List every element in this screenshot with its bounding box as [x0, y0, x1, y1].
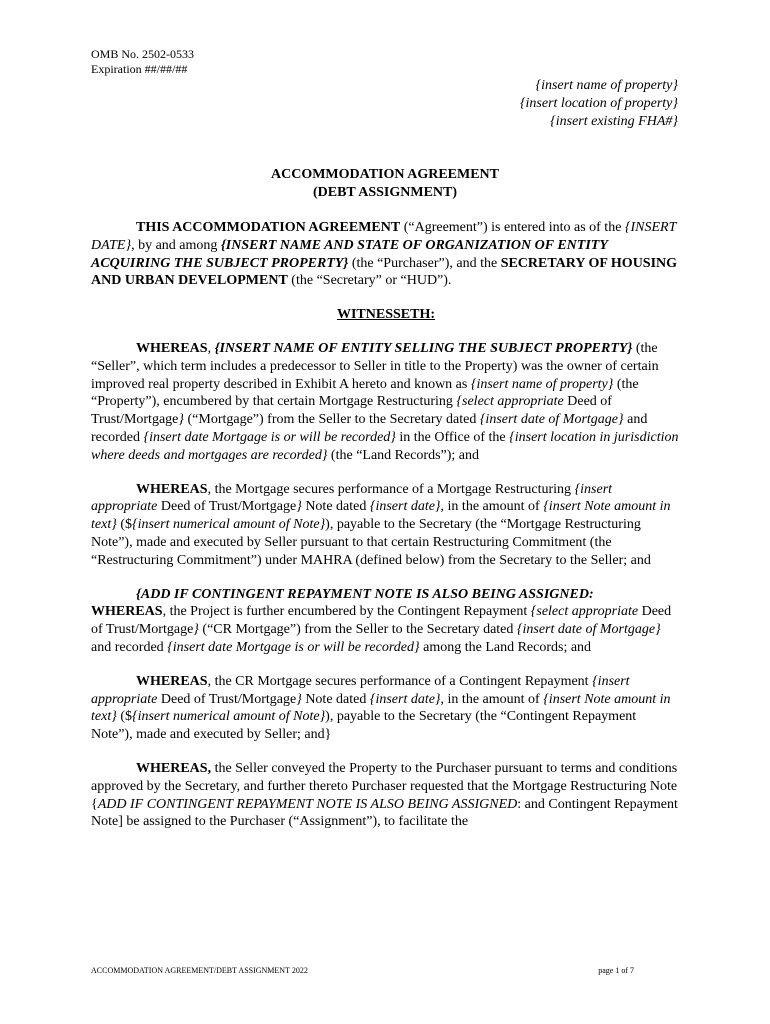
- select-placeholder: {insert appropriate: [91, 481, 613, 515]
- recorded-date-placeholder: {insert date Mortgage is or will be recorded}: [167, 639, 420, 655]
- note-amount-text-placeholder: {insert Note amount in text}: [91, 691, 671, 725]
- title-line-2: (DEBT ASSIGNMENT): [312, 185, 458, 200]
- omb-expiration: Expiration ##/##/##: [91, 62, 188, 76]
- text-run: ,: [207, 340, 215, 356]
- note-date-placeholder: {insert date}: [369, 691, 441, 707]
- text-run: Note dated: [301, 499, 370, 515]
- select-placeholder: {select appropriate: [530, 604, 639, 620]
- whereas-label: WHEREAS: [136, 481, 208, 497]
- text-run: , the Mortgage secures performance of a Mortgage Restructuring: [207, 481, 575, 497]
- note-amount-number-placeholder: {insert numerical amount of Note}: [131, 709, 326, 725]
- whereas-seller-paragraph: [91, 340, 681, 465]
- intro-paragraph: [91, 219, 681, 290]
- text-run: ($: [116, 517, 132, 533]
- whereas-label: WHEREAS: [91, 604, 163, 620]
- text-run: , the Project is further encumbered by the Contingent Repayment: [162, 604, 531, 620]
- whereas-label: WHEREAS: [136, 673, 208, 689]
- whereas-mortgage-paragraph: [91, 481, 681, 570]
- text-run: (the “Property”), encumbered by that certain Mortgage Restructuring: [91, 376, 639, 410]
- page-number: page 1 of 7: [598, 966, 634, 975]
- agreement-term: THIS ACCOMMODATION AGREEMENT: [136, 220, 401, 235]
- contingent-add-placeholder: ADD IF CONTINGENT REPAYMENT NOTE IS ALSO BEING ASSIGNED: [97, 796, 518, 812]
- note-amount-number-placeholder: {insert numerical amount of Note}: [131, 517, 326, 533]
- property-location: {insert location of property}: [519, 96, 678, 111]
- select-placeholder: {select appropriate: [456, 394, 564, 410]
- property-name-placeholder: {insert name of property}: [470, 376, 614, 392]
- purchaser-placeholder: {INSERT NAME AND STATE OF ORGANIZATION OF ENTITY ACQUIRING THE SUBJECT PROPERTY}: [91, 237, 608, 271]
- text-run: and recorded: [91, 412, 648, 445]
- insert-date-placeholder: {INSERT DATE}: [91, 220, 677, 253]
- text-run: Note dated: [301, 691, 370, 707]
- witnesseth-heading: WITNESSETH:: [336, 307, 436, 323]
- text-run: Deed of Trust/Mortgage: [91, 604, 672, 638]
- text-run: (the “Seller”, which term includes a predecessor to Seller in title to the Property) was the owner of certain improved real property described in Exhibit A hereto and known as: [91, 340, 659, 392]
- omb-number: OMB No. 2502-0533: [91, 47, 195, 61]
- text-run: the Seller conveyed the Property to the Purchaser pursuant to terms and conditions approved by the Secretary, and further thereto Purchaser requested that the Mortgage Restructuring Note {: [91, 760, 678, 812]
- text-run: ), payable to the Secretary (the “Mortgage Restructuring Note”), made and executed by Seller pursuant to that certain Restructuring Commitment (the “Restructuring Commitment”) under MAHRA (defined below) from the Secretary to the Seller; and: [91, 517, 651, 568]
- whereas-assignment-paragraph: [91, 760, 681, 831]
- text-run: (the “Land Records”); and: [327, 447, 480, 463]
- placeholder-brace: }: [193, 622, 199, 638]
- mortgage-date-placeholder: {insert date of Mortgage}: [479, 412, 624, 428]
- text-run: Deed of Trust/Mortgage: [157, 499, 297, 515]
- seller-placeholder: {INSERT NAME OF ENTITY SELLING THE SUBJECT PROPERTY}: [214, 340, 633, 356]
- text-run: among the Land Records; and: [419, 639, 592, 655]
- placeholder-brace: }: [296, 691, 302, 707]
- note-amount-text-placeholder: {insert Note amount in text}: [91, 499, 671, 533]
- text-run: (the “Secretary” or “HUD”).: [287, 273, 452, 289]
- note-date-placeholder: {insert date}: [369, 499, 441, 515]
- document-title: [0, 166, 770, 202]
- jurisdiction-placeholder: {insert location in jurisdiction where deeds and mortgages are recorded}: [91, 429, 679, 463]
- property-fha: {insert existing FHA#}: [550, 114, 678, 129]
- omb-block: [91, 47, 194, 77]
- text-run: and recorded: [91, 639, 168, 655]
- whereas-label: WHEREAS: [136, 340, 208, 356]
- document-body: [91, 219, 681, 847]
- text-run: , in the amount of: [440, 499, 544, 515]
- whereas-label: WHEREAS,: [136, 760, 212, 776]
- text-run: (“CR Mortgage”) from the Seller to the Secretary dated: [198, 622, 517, 638]
- text-run: (the “Purchaser”), and the: [348, 255, 501, 271]
- title-line-1: ACCOMMODATION AGREEMENT: [270, 167, 500, 182]
- text-run: Deed of Trust/Mortgage: [157, 691, 297, 707]
- whereas-cr-note-paragraph: [91, 673, 681, 744]
- text-run: (“Agreement”) is entered into as of the: [400, 220, 625, 235]
- text-run: : and Contingent Repayment Note] be assigned to the Purchaser (“Assignment”), to facilitate the: [91, 796, 678, 830]
- property-name: {insert name of property}: [535, 78, 678, 93]
- recorded-date-placeholder: {insert date Mortgage is or will be recorded}: [143, 429, 396, 445]
- text-run: (“Mortgage”) from the Seller to the Secretary dated: [184, 412, 480, 428]
- placeholder-brace: }: [178, 412, 184, 428]
- text-run: , in the amount of: [440, 691, 544, 707]
- mortgage-date-placeholder: {insert date of Mortgage}: [516, 622, 661, 638]
- property-block: [520, 77, 678, 131]
- select-placeholder: {insert appropriate: [91, 673, 630, 707]
- footer-title: ACCOMMODATION AGREEMENT/DEBT ASSIGNMENT 2022: [91, 966, 308, 975]
- text-run: Deed of Trust/Mortgage: [91, 394, 612, 428]
- text-run: , the CR Mortgage secures performance of a Contingent Repayment: [207, 673, 593, 689]
- contingent-add-heading: {ADD IF CONTINGENT REPAYMENT NOTE IS ALSO BEING ASSIGNED:: [136, 586, 594, 602]
- text-run: in the Office of the: [395, 429, 510, 445]
- secretary-term: SECRETARY OF HOUSING AND URBAN DEVELOPMENT: [91, 255, 678, 289]
- text-run: ), payable to the Secretary (the “Contingent Repayment Note”), made and executed by Seller; and}: [91, 709, 637, 743]
- placeholder-brace: }: [296, 499, 302, 515]
- text-run: , by and among: [131, 237, 221, 253]
- page-footer: [91, 966, 634, 975]
- text-run: ($: [116, 709, 132, 725]
- whereas-cr-mortgage-paragraph: [91, 586, 681, 657]
